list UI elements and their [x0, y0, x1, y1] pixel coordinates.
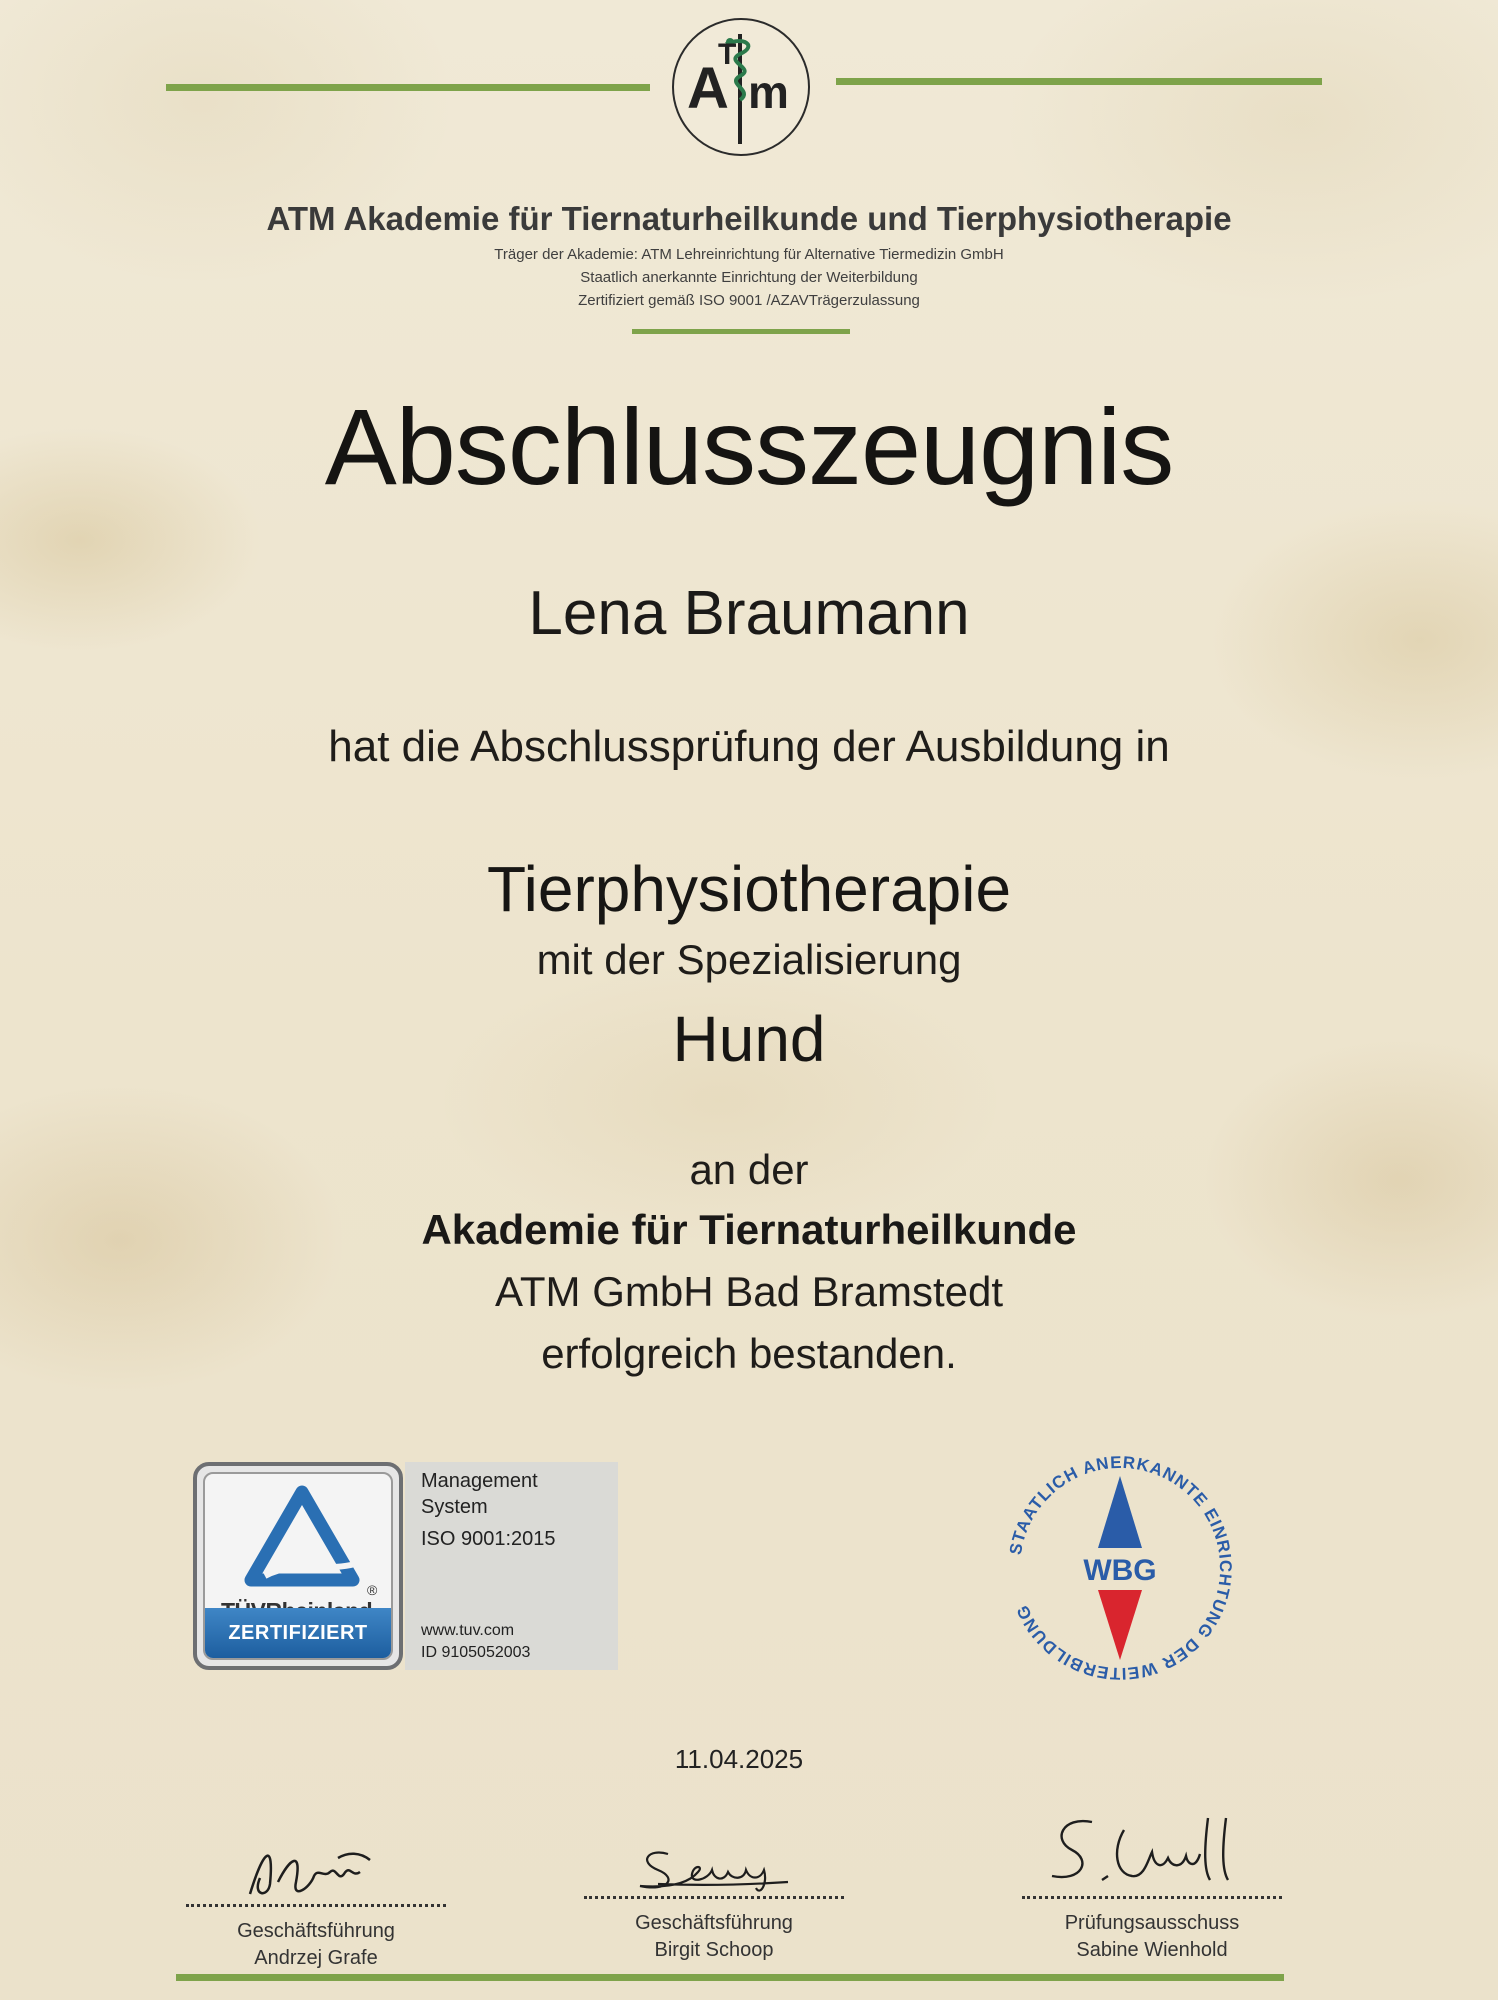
signature-scribble-3-icon: [1032, 1810, 1252, 1900]
signature-name-3: Sabine Wienhold: [1076, 1939, 1228, 1961]
signature-role-2: Geschäftsführung: [635, 1912, 793, 1934]
academy-subline-1: Träger der Akademie: ATM Lehreinrichtung für Alternative Tiermedizin GmbH: [494, 246, 1004, 263]
signature-line-3: [1022, 1896, 1282, 1899]
wbg-seal: [1000, 1448, 1240, 1688]
academy-subline-2: Staatlich anerkannte Einrichtung der Weiterbildung: [580, 269, 918, 286]
header-rule-center: [632, 329, 850, 334]
atm-logo: [672, 18, 810, 156]
wbg-ring-text: STAATLICH ANERKANNTE EINRICHTUNG DER WEITERBILDUNG: [1005, 1452, 1236, 1684]
tuv-website: www.tuv.com: [421, 1622, 515, 1639]
svg-text:m: m: [748, 66, 789, 118]
svg-text:A: A: [687, 56, 729, 121]
course-name: Tierphysiotherapie: [486, 853, 1012, 925]
wbg-center-text: WBG: [1083, 1554, 1157, 1587]
at-text: an der: [689, 1146, 809, 1193]
specialization-value: Hund: [672, 1003, 826, 1075]
tuv-registered-mark: ®: [367, 1582, 378, 1598]
recipient-name: Lena Braumann: [528, 579, 970, 648]
signature-name-1: Andrzej Grafe: [254, 1947, 378, 1969]
specialization-label: mit der Spezialisierung: [536, 936, 962, 983]
tuv-line-system: System: [421, 1496, 488, 1518]
signature-line-1: [186, 1904, 446, 1907]
tuv-info-panel: [405, 1462, 618, 1670]
institution-location: ATM GmbH Bad Bramstedt: [494, 1268, 1004, 1315]
footer-rule: [176, 1974, 1284, 1981]
result-text: erfolgreich bestanden.: [541, 1330, 957, 1377]
tuv-triangle-icon: [205, 1480, 393, 1600]
tuv-certified-label: ZERTIFIZIERT: [205, 1608, 391, 1658]
header-rule-right: [836, 78, 1322, 85]
institution-name: Akademie für Tiernaturheilkunde: [421, 1206, 1077, 1253]
signature-role-1: Geschäftsführung: [237, 1920, 395, 1942]
signature-name-2: Birgit Schoop: [654, 1939, 774, 1961]
academy-name: ATM Akademie für Tiernaturheilkunde und Tierphysiotherapie: [266, 200, 1232, 237]
header-rule-left: [166, 84, 650, 91]
atm-logo-mark: [674, 20, 812, 158]
signature-scribble-1-icon: [240, 1838, 390, 1908]
academy-subline-3: Zertifiziert gemäß ISO 9001 /AZAVTrägerzulassung: [578, 292, 920, 309]
tuv-line-management: Management: [421, 1470, 538, 1492]
certificate-title: Abschlusszeugnis: [324, 386, 1174, 507]
signature-role-3: Prüfungsausschuss: [1064, 1912, 1240, 1934]
wbg-arrow-up-icon: [1098, 1476, 1142, 1548]
tuv-id: ID 9105052003: [421, 1644, 531, 1661]
tuv-certification-badge: [193, 1462, 618, 1670]
signature-line-2: [584, 1896, 844, 1899]
intro-text: hat die Abschlussprüfung der Ausbildung in: [328, 722, 1170, 771]
svg-text:T: T: [718, 38, 737, 71]
signature-scribble-2-icon: [628, 1840, 798, 1900]
tuv-standard: ISO 9001:2015: [421, 1528, 556, 1550]
issue-date: 11.04.2025: [674, 1744, 804, 1774]
wbg-arrow-down-icon: [1098, 1590, 1142, 1660]
tuv-logo: [193, 1462, 403, 1670]
